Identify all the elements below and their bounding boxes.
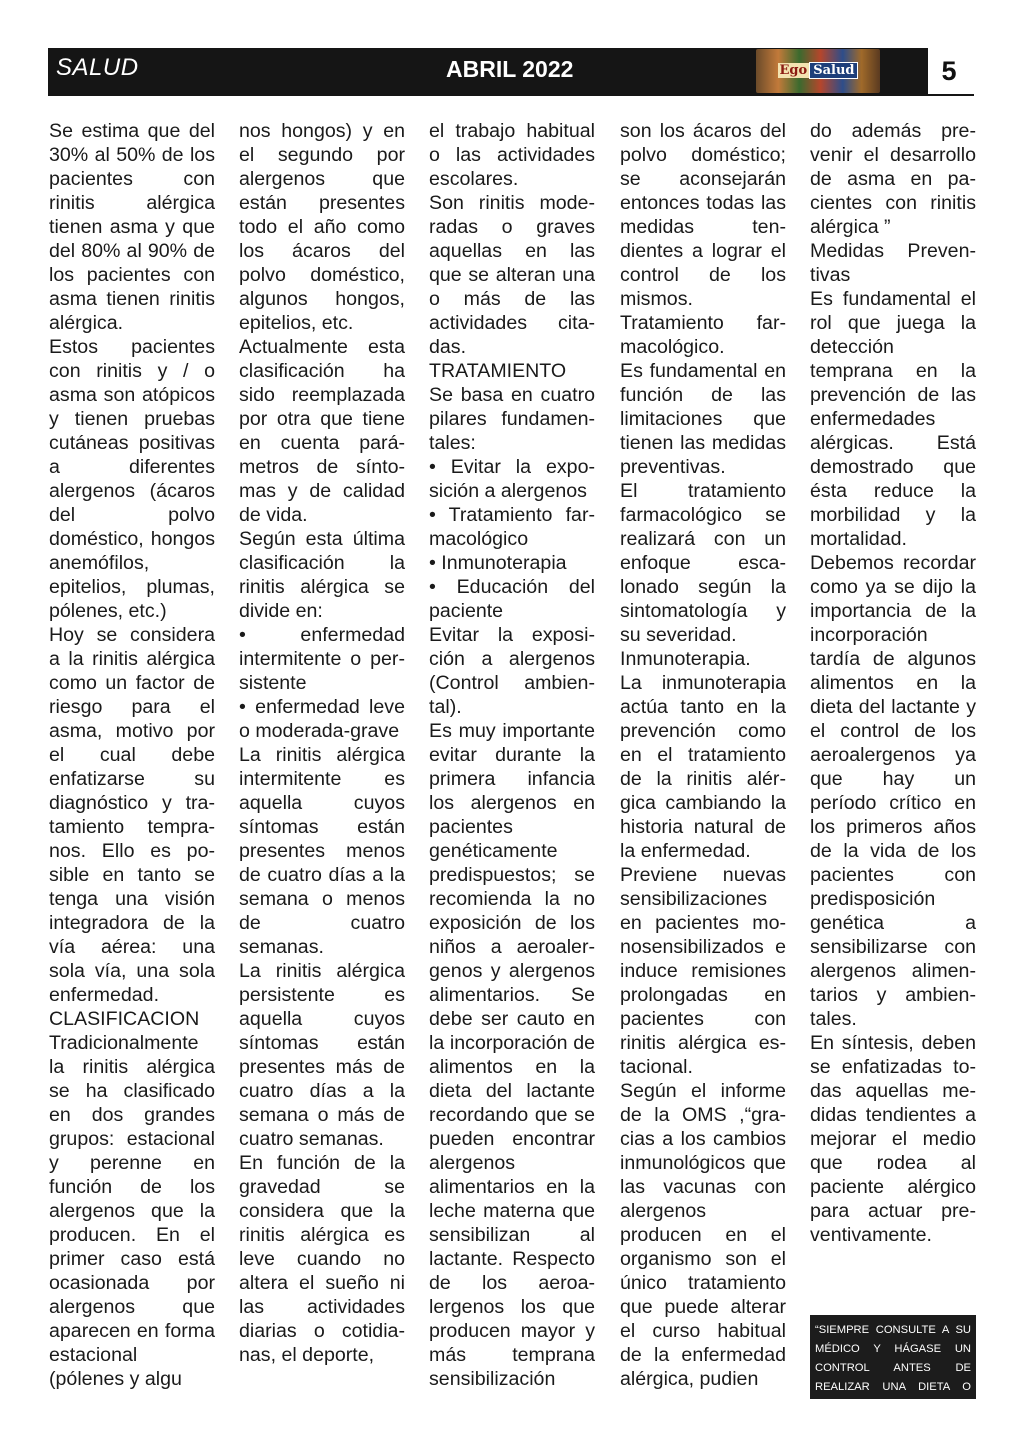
paragraph: La inmunoterapia actúa tanto en la prevención como en el tratamiento de la rinitis alérgica cambiando la historia natural de la enfermedad. <box>620 672 786 862</box>
subheading: Tratamiento farmacológico. <box>620 312 786 358</box>
paragraph: La rinitis alérgica intermitente es aquella cuyos síntomas están presentes menos de cuatro días a la semana o menos de cuatro semanas. <box>239 744 405 958</box>
logo-word-ego: Ego <box>779 63 808 78</box>
paragraph: El tratamiento farmacológico se realizará con un enfoque escalonado según la sintomatología y su severidad. <box>620 480 786 646</box>
section-title: SALUD <box>56 54 139 81</box>
paragraph: Es fundamental en función de las limitaciones que tienen las medidas preventivas. <box>620 360 786 478</box>
page-header <box>48 48 974 94</box>
subheading: Inmunoterapia. <box>620 648 751 670</box>
header-rule <box>48 94 974 96</box>
paragraph: Es fundamental el rol que juega la detección temprana en la prevención de las enfermedades alérgicas. Está demostrado que ésta reduce la morbilidad y la mortalidad. <box>810 288 976 550</box>
bullet-item: • enfermedad intermitente o persistente <box>239 624 405 694</box>
article-column-3 <box>429 119 595 1391</box>
article-column-5 <box>810 119 976 1247</box>
bullet-item: • Educación del paciente <box>429 576 595 622</box>
page-number: 5 <box>941 56 957 86</box>
paragraph: Hoy se considera a la rinitis alérgica como un factor de riesgo para el asma, motivo por el cual debe enfatizarse su diagnóstico y tratamiento tempranos. Ello es posible en tanto se tenga una visión integradora de la vía aérea: una sola vía, una sola enfermedad. <box>49 624 215 1006</box>
magazine-logo <box>756 49 880 93</box>
paragraph: Actualmente esta clasificación ha sido reemplazada por otra que tiene en cuenta parámetros de síntomas y de calidad de vida. <box>239 336 405 526</box>
article-column-4 <box>620 119 786 1391</box>
paragraph: Según el informe de la OMS ,“gracias a los cambios inmunológicos que las vacunas con alergenos producen en el organismo son el único tratamiento que puede alterar el curso habitual de la enfermedad alérgica, pudien <box>620 1080 786 1390</box>
subheading: CLASIFICACION <box>49 1008 200 1030</box>
paragraph: Tradicionalmente la rinitis alérgica se ha clasificado en dos grandes grupos: estacional y perenne en función de los alergenos que la producen. En el primer caso está ocasionada por alergenos que aparecen en forma estacional (pólenes y algu <box>49 1032 215 1390</box>
paragraph: Según esta última clasificación la rinitis alérgica se divide en: <box>239 528 405 622</box>
bullet-item: • Tratamiento farmacológico <box>429 504 595 550</box>
paragraph: Se estima que del 30% al 50% de los pacientes con rinitis alérgica tienen asma y que del 80% al 90% de los pacientes con asma tienen rinitis alérgica. <box>49 120 215 334</box>
paragraph: Se basa en cuatro pilares fundamentales: <box>429 384 595 454</box>
paragraph: Debemos recordar como ya se dijo la importancia de la incorporación tardía de algunos alimentos en la dieta del lactante y el control de los aeroalergenos ya que hay un período crítico en los primeros años de la vida de los pacientes con predisposición genética a sensibilizarse con alergenos alimentarios y ambientales. <box>810 552 976 1030</box>
bullet-item: • enfermedad leve o moderada-grave <box>239 696 405 742</box>
paragraph: el trabajo habitual o las actividades escolares. <box>429 120 595 190</box>
paragraph: Estos pacientes con rinitis y / o asma son atópicos y tienen pruebas cutáneas positivas a diferentes alergenos (ácaros del polvo doméstico, hongos anemófilos, epitelios, plumas, pólenes, etc.) <box>49 336 215 622</box>
advice-box: “SIEMPRE CONSULTE A SU MÉDICO Y HÁGASE UN CONTROL ANTES DE REALIZAR UNA DIETA O ACTIVADAD FÍSICA” <box>810 1315 976 1399</box>
paragraph: nos hongos) y en el segundo por alergenos que están presentes todo el año como los ácaros del polvo doméstico, algunos hongos, epitelios, etc. <box>239 120 405 334</box>
bullet-item: • Evitar la exposición a alergenos <box>429 456 595 502</box>
logo-word-salud: Salud <box>809 62 858 79</box>
article-column-1 <box>49 119 215 1391</box>
paragraph: Previene nuevas sensibilizaciones en pacientes monosensibilizados e induce remisiones prolongadas en pacientes con rinitis alérgica estacional. <box>620 864 786 1078</box>
bullet-item: • Inmunoterapia <box>429 552 567 574</box>
subheading: Medidas Preventivas <box>810 240 976 286</box>
paragraph: son los ácaros del polvo doméstico; se aconsejarán entonces todas las medidas tendientes a lograr el control de los mismos. <box>620 120 786 310</box>
paragraph: Evitar la exposición a alergenos (Control ambiental). <box>429 624 595 718</box>
paragraph: Es muy importante evitar durante la primera infancia los alergenos en pacientes genéticamente predispuestos; se recomienda la no exposición de los niños a aeroalergenos y alergenos alimentarios. Se debe ser cauto en la incorporación de alimentos en la dieta del lactante recordando que se pueden encontrar alergenos alimentarios en la leche materna que sensibilizan al lactante. Respecto de los aeroalergenos los que producen mayor y más temprana sensibilización <box>429 720 595 1390</box>
paragraph: En síntesis, deben se enfatizadas todas aquellas medidas tendientes a mejorar el medio que rodea al paciente alérgico para actuar preventivamente. <box>810 1032 976 1246</box>
paragraph: do además prevenir el desarrollo de asma en pacientes con rinitis alérgica ” <box>810 120 976 238</box>
paragraph: Son rinitis moderadas o graves aquellas en las que se alteran una o más de las actividades citadas. <box>429 192 595 358</box>
article-column-2 <box>239 119 405 1367</box>
paragraph: La rinitis alérgica persistente es aquella cuyos síntomas están presentes más de cuatro días a la semana o más de cuatro semanas. <box>239 960 405 1150</box>
subheading: TRATAMIENTO <box>429 360 567 382</box>
paragraph: En función de la gravedad se considera que la rinitis alérgica es leve cuando no altera el sueño ni las actividades diarias o cotidianas, el deporte, <box>239 1152 405 1366</box>
issue-date: ABRIL 2022 <box>446 56 574 82</box>
